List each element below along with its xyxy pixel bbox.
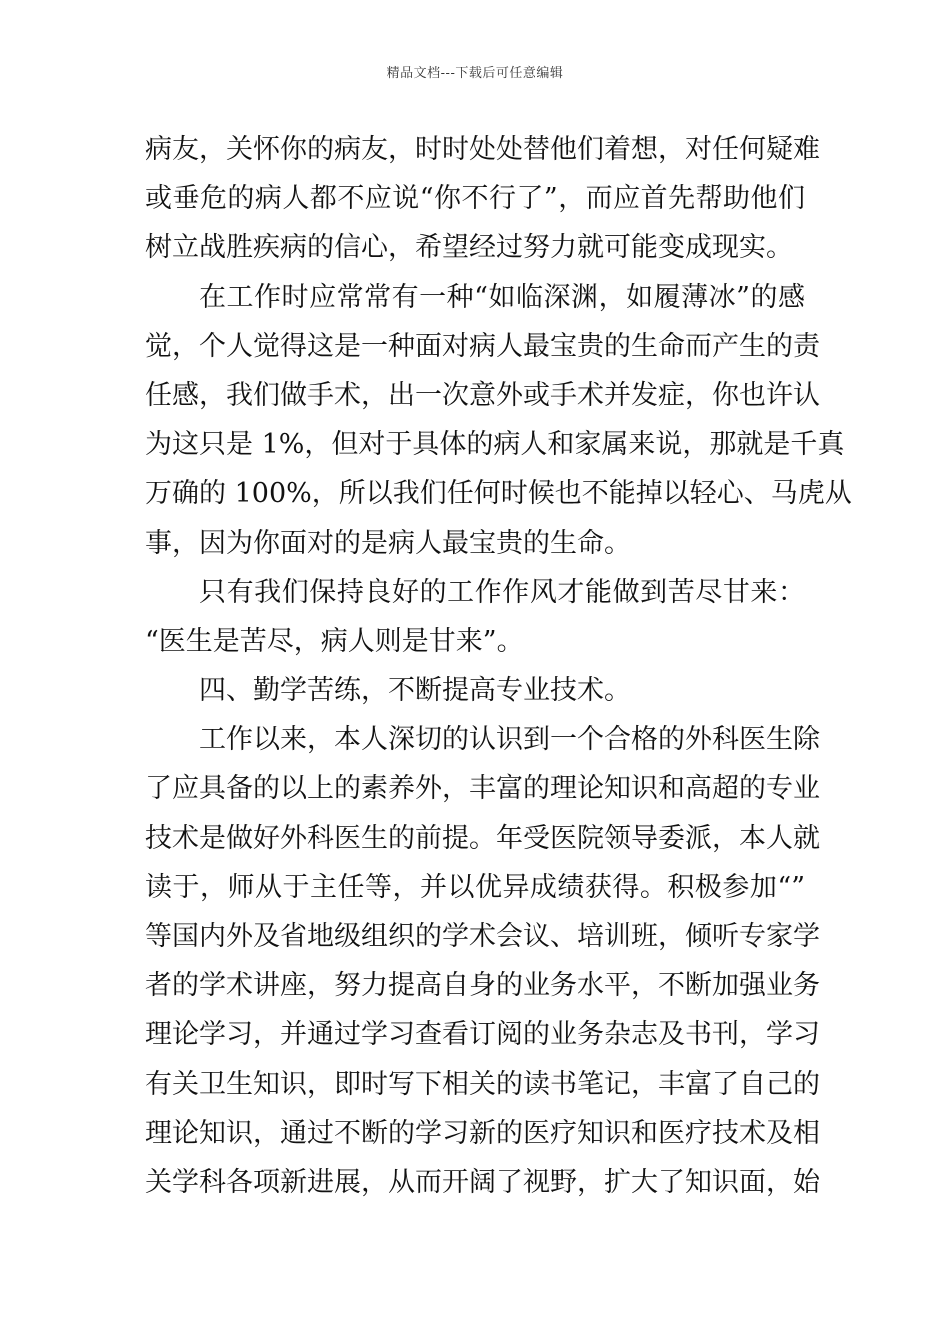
text-line: 有关卫生知识，即时写下相关的读书笔记，丰富了自己的	[145, 1068, 820, 1100]
page-header: 精品文档---下载后可任意编辑	[386, 66, 564, 81]
text-line: 者的学术讲座，努力提高自身的业务水平，不断加强业务	[145, 970, 820, 1002]
text-line: 理论学习，并通过学习查看订阅的业务杂志及书刊，学习	[145, 1019, 820, 1051]
text-line: 觉，个人觉得这是一种面对病人最宝贵的生命而产生的责	[145, 330, 820, 362]
text-line: 在工作时应常常有一种“如临深渊，如履薄冰”的感	[199, 281, 805, 313]
text-line: “医生是苦尽，病人则是甘来”。	[145, 625, 524, 657]
text-line: 等国内外及省地级组织的学术会议、培训班，倾听专家学	[145, 921, 820, 952]
text-line: 四、勤学苦练，不断提高专业技术。	[199, 675, 631, 707]
text-line: 树立战胜疾病的信心，希望经过努力就可能变成现实。	[145, 232, 793, 264]
text-line: 或垂危的病人都不应说“你不行了”，而应首先帮助他们	[145, 183, 805, 215]
text-line: 只有我们保持良好的工作作风才能做到苦尽甘来：	[199, 576, 805, 608]
text-line: 技术是做好外科医生的前提。年受医院领导委派，本人就	[145, 822, 820, 854]
text-line: 事，因为你面对的是病人最宝贵的生命。	[145, 527, 631, 559]
text-line: 工作以来，本人深切的认识到一个合格的外科医生除	[199, 724, 820, 756]
text-line: 为这只是 1%，但对于具体的病人和家属来说，那就是千真	[145, 429, 845, 461]
text-line: 病友，关怀你的病友，时时处处替他们着想，对任何疑难	[145, 134, 820, 165]
document-body	[145, 125, 852, 1207]
text-line: 万确的 100%，所以我们任何时候也不能掉以轻心、马虎从	[145, 478, 852, 510]
text-line: 读于，师从于主任等，并以优异成绩获得。积极参加“”	[145, 871, 805, 903]
text-line: 任感，我们做手术，出一次意外或手术并发症，你也许认	[145, 379, 820, 411]
text-line: 了应具备的以上的素养外，丰富的理论知识和高超的专业	[145, 773, 820, 805]
text-line: 理论知识，通过不断的学习新的医疗知识和医疗技术及相	[145, 1117, 820, 1149]
text-line: 关学科各项新进展，从而开阔了视野，扩大了知识面，始	[145, 1166, 820, 1198]
